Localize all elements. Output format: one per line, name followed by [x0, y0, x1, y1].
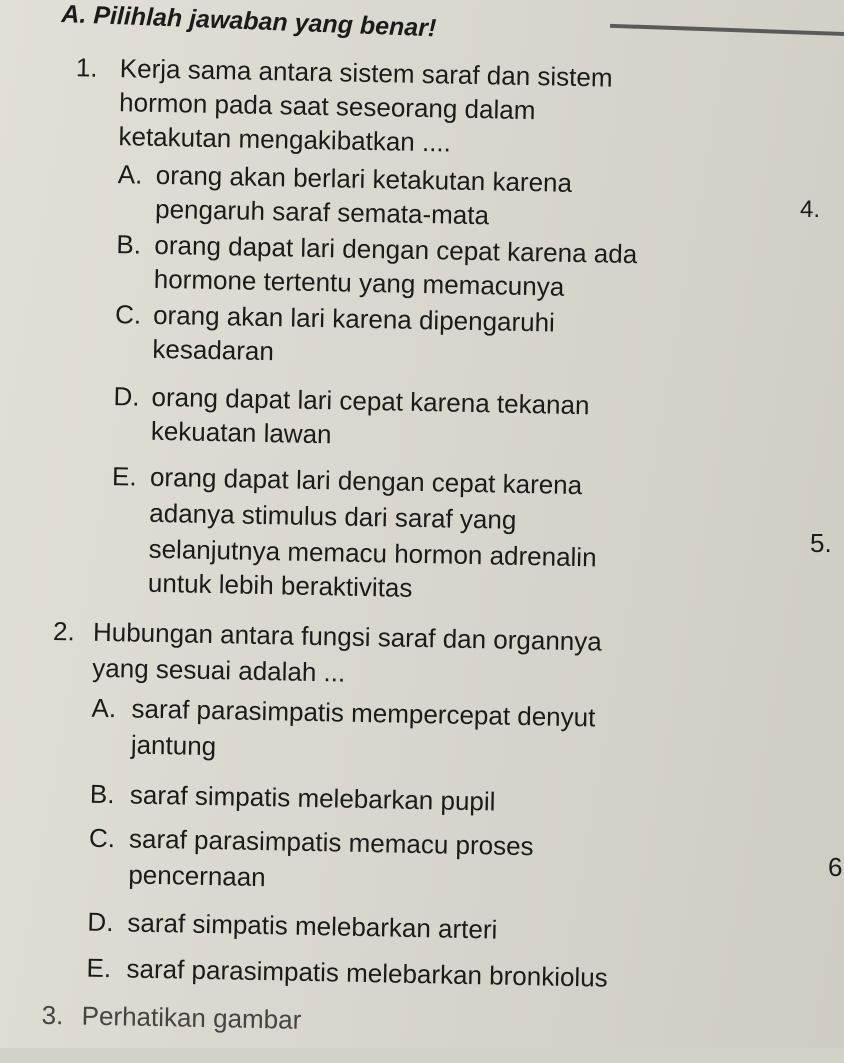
q1-option-e-line: selanjutnya memacu hormon adrenalin	[148, 533, 597, 573]
q1-option-a-letter: A.	[117, 159, 143, 190]
q2-number: 2.	[52, 615, 76, 647]
q2-option-c-line: pencernaan	[128, 859, 266, 893]
q2-option-c-line: saraf parasimpatis memacu proses	[128, 823, 534, 862]
side-number-4: 4.	[800, 196, 821, 223]
q2-option-b-line: saraf simpatis melebarkan pupil	[129, 779, 496, 817]
q2-stem-line: yang sesuai adalah ...	[92, 652, 346, 688]
q2-stem-line: Hubungan antara fungsi saraf dan organnya	[92, 616, 603, 657]
q1-option-c-line: orang akan lari karena dipengaruhi	[152, 299, 556, 338]
q1-stem-line-text: hormon pada saat seseorang dalam	[118, 87, 536, 126]
q1-stem-line: ketakutan mengakibatkan ....	[118, 121, 452, 158]
q2-option-a-line: saraf parasimpatis mempercepat denyut	[131, 693, 596, 733]
q1-option-e-line: adanya stimulus dari saraf yang	[149, 497, 517, 535]
q1-option-c-letter: C.	[114, 299, 142, 330]
q2-option-d-line: saraf simpatis melebarkan arteri	[127, 907, 498, 945]
q3-number: 3.	[41, 999, 64, 1031]
q2-option-e-letter: E.	[86, 952, 112, 984]
q1-option-e-letter: E.	[111, 461, 137, 492]
q1-option-d-line: kekuatan lawan	[150, 415, 332, 450]
q1-option-e-line: untuk lebih beraktivitas	[147, 567, 413, 603]
q1-number: 1.	[75, 52, 98, 83]
q2-option-b-letter: B.	[89, 778, 115, 810]
q1-option-b-line: orang dapat lari dengan cepat karena ada	[154, 229, 638, 270]
q2-option-c-letter: C.	[88, 822, 116, 854]
q1-option-a-line: orang akan berlari ketakutan karena	[155, 159, 573, 198]
q1-stem-line: Kerja sama antara sistem saraf dan sistem	[119, 53, 613, 93]
q2-option-a-line: jantung	[130, 729, 217, 762]
q1-option-a-line: pengaruh saraf semata-mata	[154, 193, 490, 231]
q2-option-e-line: saraf parasimpatis melebarkan bronkiolus	[126, 953, 609, 993]
q1-option-e-line: orang dapat lari dengan cepat karena	[149, 461, 583, 501]
section-title: A. Pilihlah jawaban yang benar!	[60, 0, 437, 43]
q1-option-c-line: kesadaran	[152, 333, 275, 367]
q1-option-d-letter: D.	[113, 381, 140, 412]
q1-option-b-line: hormone tertentu yang memacunya	[153, 263, 565, 302]
q1-option-d-line: orang dapat lari cepat karena tekanan	[151, 381, 590, 421]
q1-option-b-letter: B.	[116, 229, 142, 260]
side-number-5: 5.	[810, 528, 832, 558]
q3-stem-partial: Perhatikan gambar	[81, 1000, 302, 1035]
side-number-6: 6	[828, 852, 843, 882]
q2-option-d-letter: D.	[87, 906, 114, 938]
q2-option-a-letter: A.	[91, 692, 117, 724]
